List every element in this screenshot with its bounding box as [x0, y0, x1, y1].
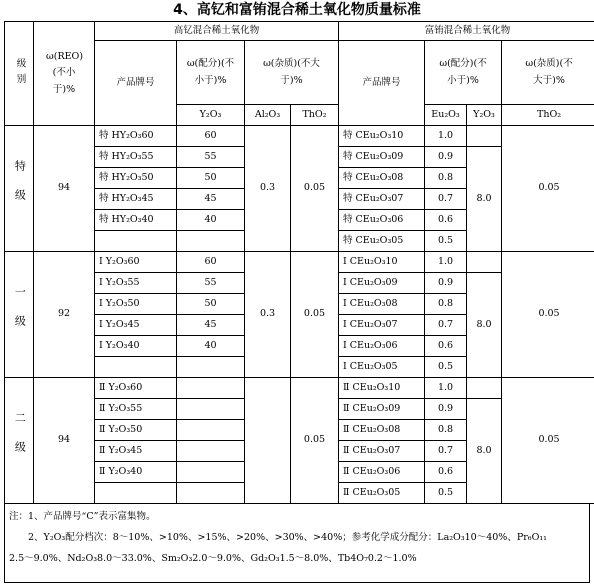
table-row	[5, 126, 594, 147]
eu2o3-value: 0.7	[425, 189, 467, 210]
eu-product-code: 特 CEu₂O₃06	[339, 210, 425, 231]
table-row	[5, 378, 594, 399]
eu-product-code: 特 CEu₂O₃07	[339, 189, 425, 210]
y-product-code: Ⅱ Y₂O₃45	[95, 441, 177, 462]
reo-cell: 94	[34, 126, 95, 252]
blank-cell	[467, 252, 502, 273]
y2o3-value: 40	[177, 210, 245, 231]
page-title: 4、高钇和富铕混合稀土氧化物质量标准	[173, 2, 421, 18]
notes	[4, 503, 590, 583]
note-line-3: 2.5～9.0%、Nd₂O₃8.0～33.0%、Sm₂O₃2.0～9.0%、Gd₂O₃1.5～8.0%、Tb4O₇0.2～1.0%	[9, 553, 417, 564]
eu2o3-value: 1.0	[425, 378, 467, 399]
grade-cell: 一级	[5, 252, 34, 378]
eu2o3-value: 0.8	[425, 294, 467, 315]
y2o3-eu-value: 8.0	[467, 147, 502, 252]
y2o3-value: 60	[177, 252, 245, 273]
note-line-2: 2、Y₂O₃配分档次：8～10%、>10%、>15%、>20%、>30%、>40%；参考化学成分配分：La₂O₃10～40%、Pr₆O₁₁	[9, 532, 547, 543]
y-product-code: Ⅰ Y₂O₃60	[95, 252, 177, 273]
header-eu2o3: Eu₂O₃	[425, 105, 467, 126]
y2o3-value: 40	[177, 336, 245, 357]
eu2o3-value: 0.6	[425, 210, 467, 231]
eu2o3-value: 1.0	[425, 252, 467, 273]
y2o3-value: 45	[177, 315, 245, 336]
y2o3-value	[177, 357, 245, 378]
tho2-eu-value: 0.05	[502, 252, 594, 378]
y2o3-eu-value: 8.0	[467, 273, 502, 378]
tho2-y-value: 0.05	[291, 126, 339, 252]
eu-product-code: 特 CEu₂O₃08	[339, 168, 425, 189]
eu2o3-value: 0.9	[425, 273, 467, 294]
tho2-eu-value: 0.05	[502, 378, 594, 504]
header-product-code-y: 产品牌号	[95, 41, 177, 126]
eu-product-code: Ⅱ CEu₂O₃05	[339, 483, 425, 504]
tho2-y-value: 0.05	[291, 252, 339, 378]
header-tho2-y: ThO₂	[291, 105, 339, 126]
eu2o3-value: 0.5	[425, 357, 467, 378]
eu2o3-value: 0.6	[425, 336, 467, 357]
note-line-1: 注：1、产品牌号“C”表示富集物。	[9, 511, 156, 522]
eu-product-code: 特 CEu₂O₃05	[339, 231, 425, 252]
y2o3-value: 45	[177, 189, 245, 210]
y-product-code: Ⅰ Y₂O₃50	[95, 294, 177, 315]
y-product-code: 特 HY₂O₃60	[95, 126, 177, 147]
eu2o3-value: 0.7	[425, 441, 467, 462]
y-product-code: Ⅰ Y₂O₃40	[95, 336, 177, 357]
y-product-code: Ⅰ Y₂O₃55	[95, 273, 177, 294]
eu2o3-value: 0.6	[425, 462, 467, 483]
y-product-code: Ⅱ Y₂O₃60	[95, 378, 177, 399]
eu-product-code: Ⅰ CEu₂O₃10	[339, 252, 425, 273]
y2o3-value: 50	[177, 294, 245, 315]
y2o3-value	[177, 231, 245, 252]
y-product-code	[95, 483, 177, 504]
y-product-code: Ⅰ Y₂O₃45	[95, 315, 177, 336]
header-al2o3: Al₂O₃	[245, 105, 291, 126]
reo-cell: 94	[34, 378, 95, 504]
eu-product-code: Ⅱ CEu₂O₃10	[339, 378, 425, 399]
header-europium-rich: 富铕混合稀土氧化物	[339, 22, 594, 41]
y-product-code: 特 HY₂O₃50	[95, 168, 177, 189]
eu2o3-value: 0.8	[425, 168, 467, 189]
blank-cell	[467, 126, 502, 147]
y2o3-value	[177, 420, 245, 441]
eu-product-code: Ⅱ CEu₂O₃07	[339, 441, 425, 462]
eu2o3-value: 0.8	[425, 420, 467, 441]
header-reo: ω(REO)(不小于)%	[34, 22, 95, 126]
header-alloc-eu: ω(配分)(不小于)%	[425, 41, 502, 105]
y-product-code: Ⅱ Y₂O₃55	[95, 399, 177, 420]
header-grade: 级别	[5, 22, 34, 126]
eu2o3-value: 0.9	[425, 147, 467, 168]
y-product-code	[95, 357, 177, 378]
header-y2o3-eu: Y₂O₃	[467, 105, 502, 126]
y2o3-value	[177, 483, 245, 504]
grade-cell: 特级	[5, 126, 34, 252]
eu-product-code: Ⅱ CEu₂O₃09	[339, 399, 425, 420]
y2o3-value: 50	[177, 168, 245, 189]
y2o3-value	[177, 462, 245, 483]
y2o3-value	[177, 441, 245, 462]
eu-product-code: 特 CEu₂O₃10	[339, 126, 425, 147]
al2o3-value: 0.3	[245, 252, 291, 378]
eu-product-code: 特 CEu₂O₃09	[339, 147, 425, 168]
eu-product-code: Ⅰ CEu₂O₃06	[339, 336, 425, 357]
header-alloc-y: ω(配分)(不小于)%	[177, 41, 245, 105]
eu2o3-value: 0.9	[425, 399, 467, 420]
eu2o3-value: 0.5	[425, 231, 467, 252]
header-impurity-eu: ω(杂质)(不大于)%	[502, 41, 594, 105]
header-tho2-eu: ThO₂	[502, 105, 594, 126]
y-product-code: 特 HY₂O₃55	[95, 147, 177, 168]
eu-product-code: Ⅰ CEu₂O₃08	[339, 294, 425, 315]
table-row	[5, 252, 594, 273]
y-product-code: 特 HY₂O₃40	[95, 210, 177, 231]
eu-product-code: Ⅱ CEu₂O₃06	[339, 462, 425, 483]
y-product-code: 特 HY₂O₃45	[95, 189, 177, 210]
tho2-eu-value: 0.05	[502, 126, 594, 252]
grade-cell: 二级	[5, 378, 34, 504]
y2o3-value: 60	[177, 126, 245, 147]
y2o3-value	[177, 378, 245, 399]
al2o3-value	[245, 378, 291, 504]
y-product-code: Ⅱ Y₂O₃40	[95, 462, 177, 483]
quality-standard-table	[4, 21, 594, 504]
tho2-y-value: 0.05	[291, 378, 339, 504]
eu-product-code: Ⅱ CEu₂O₃08	[339, 420, 425, 441]
eu-product-code: Ⅰ CEu₂O₃05	[339, 357, 425, 378]
header-high-yttrium: 高钇混合稀土氧化物	[95, 22, 339, 41]
y-product-code	[95, 231, 177, 252]
header-product-code-eu: 产品牌号	[339, 41, 425, 126]
y2o3-value: 55	[177, 273, 245, 294]
eu-product-code: Ⅰ CEu₂O₃07	[339, 315, 425, 336]
blank-cell	[467, 378, 502, 399]
eu2o3-value: 0.7	[425, 315, 467, 336]
y2o3-eu-value: 8.0	[467, 399, 502, 504]
y2o3-value: 55	[177, 147, 245, 168]
eu-product-code: Ⅰ CEu₂O₃09	[339, 273, 425, 294]
al2o3-value: 0.3	[245, 126, 291, 252]
eu2o3-value: 0.5	[425, 483, 467, 504]
reo-cell: 92	[34, 252, 95, 378]
header-y2o3: Y₂O₃	[177, 105, 245, 126]
eu2o3-value: 1.0	[425, 126, 467, 147]
y2o3-value	[177, 399, 245, 420]
header-impurity-y: ω(杂质)(不大于)%	[245, 41, 339, 105]
y-product-code: Ⅱ Y₂O₃50	[95, 420, 177, 441]
